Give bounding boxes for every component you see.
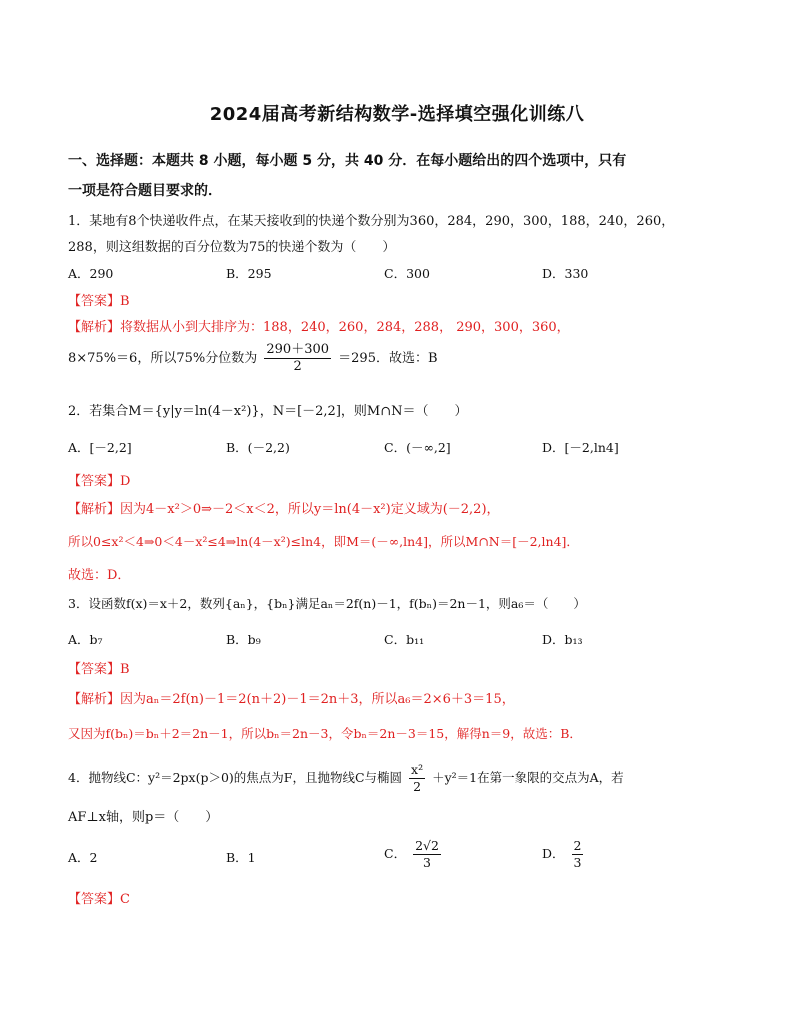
q4-option-d-label: D． bbox=[542, 846, 565, 861]
q2-stem-prefix: 2．若集合 bbox=[68, 404, 129, 419]
q4-stem-suffix: ＋y²＝1在第一象限的交点为A，若 bbox=[432, 770, 624, 785]
q2-option-c: C．(－∞,2] bbox=[384, 440, 451, 455]
q1-answer bbox=[68, 290, 130, 309]
q4-option-a: A．2 bbox=[68, 850, 98, 865]
q2-answer bbox=[68, 470, 130, 489]
page-title: 2024届高考新结构数学-选择填空强化训练八 bbox=[209, 104, 585, 125]
q4-answer-label: 【答案】 bbox=[68, 892, 121, 907]
q3-analysis-line2: 又因为f(bₙ)＝bₙ＋2＝2n－1，所以bₙ＝2n－3，令bₙ＝2n－3＝15，解得n＝9，故选：B． bbox=[68, 726, 582, 741]
q1-answer-value: B bbox=[120, 294, 130, 309]
q3-analysis-line1 bbox=[68, 688, 515, 707]
q1-analysis-text1: 将数据从小到大排序为：188，240，260，284，288， 290，300，360， bbox=[120, 320, 570, 335]
section-heading-line2: 一项是符合题目要求的． bbox=[68, 183, 222, 199]
q1-option-b: B．295 bbox=[226, 266, 272, 281]
q1-options bbox=[68, 264, 708, 286]
q4-option-c-numerator: 2√2 bbox=[415, 838, 439, 853]
q2-analysis-line3: 故选：D． bbox=[68, 568, 131, 583]
q4-option-d-numerator: 2 bbox=[573, 838, 582, 853]
q3-answer-value: B bbox=[120, 662, 130, 677]
q1-fraction bbox=[264, 342, 331, 375]
q4-fraction-numerator: x² bbox=[411, 762, 424, 777]
q4-ellipse-fraction bbox=[409, 762, 425, 795]
q3-analysis-label: 【解析】 bbox=[68, 692, 121, 707]
q4-answer-value: C bbox=[120, 892, 130, 907]
q2-answer-label: 【答案】 bbox=[68, 474, 121, 489]
q1-stem-line2: 288，则这组数据的百分位数为75的快递个数为（ ） bbox=[68, 240, 396, 255]
q2-options bbox=[68, 438, 708, 460]
q3-option-d: D．b₁₃ bbox=[542, 632, 583, 647]
q2-analysis-line1 bbox=[68, 498, 500, 517]
q4-option-c-denominator: 3 bbox=[423, 855, 431, 870]
q1-fraction-numerator: 290＋300 bbox=[266, 342, 330, 357]
q4-option-d-fraction bbox=[572, 838, 584, 871]
q4-options bbox=[68, 838, 708, 878]
q2-option-b: B．(－2,2) bbox=[226, 440, 290, 455]
q1-stem-line1: 1．某地有8个快递收件点，在某天接收到的快递个数分别为360，284，290，300，188，240，260， bbox=[68, 214, 675, 229]
q4-stem-line2: AF⊥x轴，则p＝（ ） bbox=[68, 810, 219, 825]
q2-stem-suffix: ，N＝[－2,2]，则M∩N＝（ ） bbox=[259, 404, 468, 419]
q2-stem bbox=[68, 400, 467, 419]
q4-stem-line1 bbox=[68, 762, 624, 795]
q1-answer-label: 【答案】 bbox=[68, 294, 121, 309]
q1-analysis-text2b: ＝295．故选：B bbox=[338, 351, 438, 366]
q2-answer-value: D bbox=[120, 474, 131, 489]
q4-option-b: B．1 bbox=[226, 850, 256, 865]
q2-analysis-text1: 因为4－x²＞0⇒－2＜x＜2，所以y＝ln(4－x²)定义域为(－2,2)， bbox=[120, 502, 500, 517]
q4-fraction-denominator: 2 bbox=[413, 779, 422, 794]
q3-option-b: B．b₉ bbox=[226, 632, 261, 647]
q2-analysis-label: 【解析】 bbox=[68, 502, 121, 517]
q4-option-c-label: C． bbox=[384, 846, 407, 861]
q4-option-c bbox=[384, 838, 444, 871]
section-heading-line1: 一、选择题：本题共 8 小题，每小题 5 分，共 40 分．在每小题给出的四个选项中，只有 bbox=[68, 153, 627, 169]
q3-stem: 3．设函数f(x)＝x＋2，数列{aₙ}，{bₙ}满足aₙ＝2f(n)－1，f(bₙ)＝2n－1，则a₆＝（ ） bbox=[68, 596, 586, 611]
q4-option-c-fraction bbox=[413, 838, 441, 871]
q1-option-a: A．290 bbox=[68, 266, 114, 281]
q2-option-a: A．[－2,2] bbox=[68, 440, 132, 455]
q2-stem-set: M＝{y|y＝ln(4－x²)} bbox=[128, 404, 260, 419]
q3-answer-label: 【答案】 bbox=[68, 662, 121, 677]
q3-options bbox=[68, 630, 708, 652]
q4-stem-prefix: 4．抛物线C：y²＝2px(p＞0)的焦点为F，且抛物线C与椭圆 bbox=[68, 770, 403, 785]
q1-analysis-label: 【解析】 bbox=[68, 320, 121, 335]
q3-option-a: A．b₇ bbox=[68, 632, 103, 647]
q3-option-c: C．b₁₁ bbox=[384, 632, 425, 647]
q1-analysis-line2 bbox=[68, 342, 438, 375]
q4-option-d-denominator: 3 bbox=[573, 855, 582, 870]
q3-analysis-text1: 因为aₙ＝2f(n)－1＝2(n＋2)－1＝2n＋3，所以a₆＝2×6＋3＝15， bbox=[120, 692, 515, 707]
q4-answer bbox=[68, 888, 130, 907]
q1-analysis-line1 bbox=[68, 316, 570, 335]
q2-option-d: D．[－2,ln4] bbox=[542, 440, 619, 455]
q1-option-c: C．300 bbox=[384, 266, 430, 281]
q3-answer bbox=[68, 658, 130, 677]
q1-analysis-text2a: 8×75%＝6，所以75%分位数为 bbox=[68, 351, 258, 366]
q2-analysis-line2: 所以0≤x²＜4⇒0＜4－x²≤4⇒ln(4－x²)≤ln4，即M＝(－∞,ln4]，所以M∩N＝[－2,ln4]． bbox=[68, 534, 579, 549]
q4-option-d bbox=[542, 838, 586, 871]
q1-fraction-denominator: 2 bbox=[293, 359, 302, 374]
q1-option-d: D．330 bbox=[542, 266, 589, 281]
